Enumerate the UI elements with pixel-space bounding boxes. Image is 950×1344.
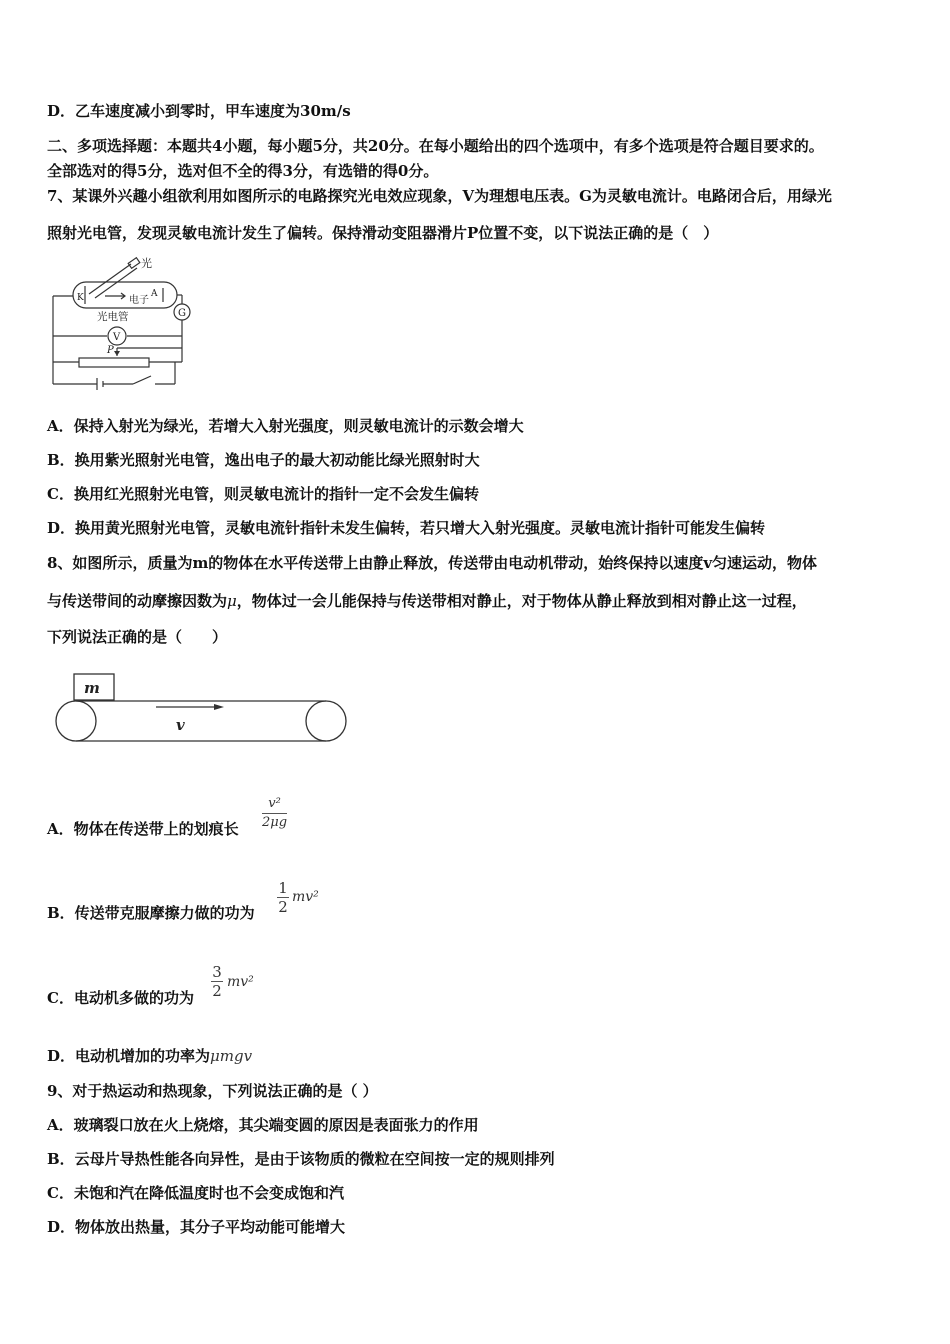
conveyor-belt-figure (52, 670, 352, 748)
section2-heading-line2: 全部选对的得5分，选对但不全的得3分，有选错的得0分。 (47, 162, 439, 180)
q8-stem-line2-post: ，物体过一会儿能保持与传送带相对静止，对于物体从静止释放到相对静止这一过程， (236, 592, 807, 610)
q7-stem-line2: 照射光电管，发现灵敏电流计发生了偏转。保持滑动变阻器滑片P位置不变，以下说法正确的是（ ） (47, 224, 719, 242)
q6-option-d: D．乙车速度减小到零时，甲车速度为30m/s (47, 102, 351, 120)
q8-option-a: A．物体在传送带上的划痕长 (47, 820, 239, 838)
q8-a-fraction (262, 796, 287, 831)
q8-stem-line1: 8、如图所示，质量为m的物体在水平传送带上由静止释放，传送带由电动机带动，始终保持以速度v匀速运动，物体 (47, 554, 818, 572)
q8-stem-line2 (47, 591, 807, 611)
q8-c-denominator: 2 (212, 982, 222, 1000)
voltmeter-label: V (113, 332, 121, 343)
anode-label: A (151, 289, 158, 299)
q8-option-b: B．传送带克服摩擦力做的功为 (47, 904, 255, 922)
light-label: 光 (141, 257, 152, 270)
q8-option-c: C．电动机多做的功为 (47, 989, 194, 1007)
phototube-shape (73, 282, 177, 308)
q7-stem-line1: 7、某课外兴趣小组欲利用如图所示的电路探究光电效应现象，V为理想电压表。G为灵敏电流计。电路闭合后，用绿光 (47, 187, 832, 205)
q8-stem-line2-pre: 与传送带间的动摩擦因数为 (47, 592, 228, 610)
q8-c-tail: mv² (227, 974, 254, 990)
left-pulley (56, 701, 96, 741)
q8-option-d (47, 1046, 252, 1066)
photoelectric-circuit-figure (45, 256, 195, 390)
electron-label: 电子 (129, 295, 149, 306)
light-beam (89, 264, 131, 294)
section2-heading-line1: 二、多项选择题：本题共4小题，每小题5分，共20分。在每小题给出的四个选项中，有多个选项是符合题目要求的。 (47, 137, 824, 155)
slider-label: P (107, 345, 114, 356)
q8-b-fraction (277, 880, 289, 915)
q9-option-a: A．玻璃裂口放在火上烧熔，其尖端变圆的原因是表面张力的作用 (47, 1116, 479, 1134)
q8-a-denominator: 2μg (262, 815, 288, 830)
q8-c-fraction (211, 964, 223, 999)
q8-b-denominator: 2 (278, 898, 288, 916)
q7-option-b: B．换用紫光照射光电管，逸出电子的最大初动能比绿光照射时大 (47, 451, 480, 469)
q7-option-a: A．保持入射光为绿光，若增大入射光强度，则灵敏电流计的示数会增大 (47, 417, 524, 435)
cathode-label: K (77, 293, 84, 303)
velocity-label: v (176, 716, 185, 734)
q8-a-numerator: v² (268, 796, 281, 811)
q8-c-numerator: 3 (212, 963, 222, 981)
q9-option-d: D．物体放出热量，其分子平均动能可能增大 (47, 1218, 346, 1236)
q7-option-d: D．换用黄光照射光电管，灵敏电流针指针未发生偏转，若只增大入射光强度。灵敏电流计指针可能发生偏转 (47, 519, 766, 537)
q8-b-numerator: 1 (278, 879, 288, 897)
q8-option-d-label: D．电动机增加的功率为 (47, 1047, 211, 1065)
mu-symbol: μ (227, 592, 237, 610)
q7-option-c: C．换用红光照射光电管，则灵敏电流计的指针一定不会发生偏转 (47, 485, 479, 503)
q8-stem-line3: 下列说法正确的是（ ） (47, 628, 228, 646)
block-label: m (84, 679, 100, 697)
q9-option-c: C．未饱和汽在降低温度时也不会变成饱和汽 (47, 1184, 344, 1202)
phototube-label: 光电管 (97, 311, 129, 323)
q8-d-expr: μmgv (210, 1047, 253, 1065)
q9-stem: 9、对于热运动和热现象，下列说法正确的是（ ） (47, 1082, 378, 1100)
galvanometer-label: G (178, 308, 186, 319)
right-pulley (306, 701, 346, 741)
q8-b-tail: mv² (292, 889, 319, 905)
q9-option-b: B．云母片导热性能各向异性，是由于该物质的微粒在空间按一定的规则排列 (47, 1150, 555, 1168)
